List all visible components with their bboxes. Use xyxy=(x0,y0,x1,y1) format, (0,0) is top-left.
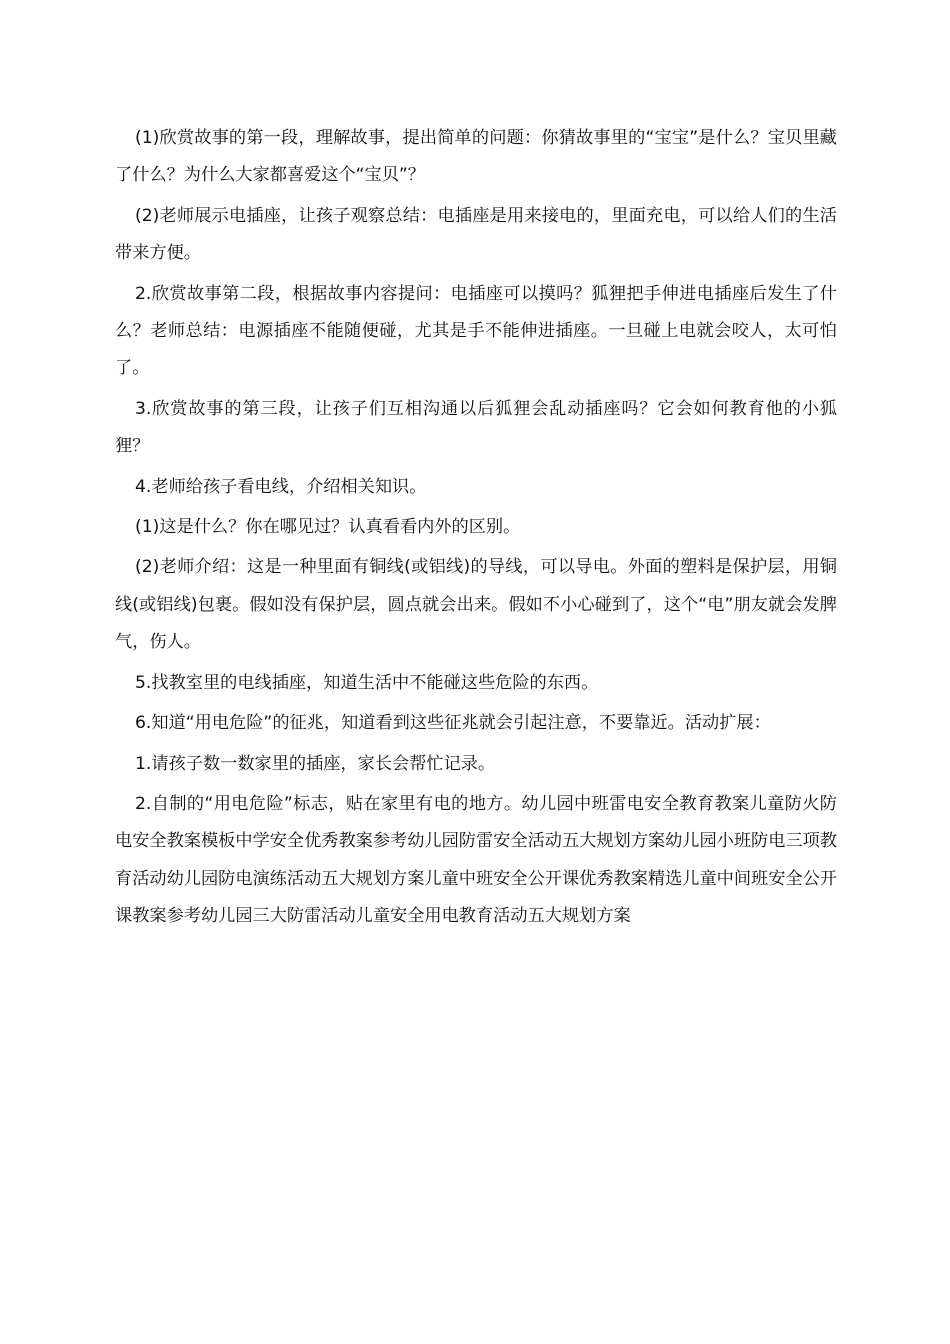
paragraph: 2.欣赏故事第二段，根据故事内容提问：电插座可以摸吗？狐狸把手伸进电插座后发生了什么？老师总结：电源插座不能随便碰，尤其是手不能伸进插座。一旦碰上电就会咬人，太可怕了。 xyxy=(115,283,837,379)
paragraph: (1)这是什么？你在哪见过？认真看看内外的区别。 xyxy=(135,517,521,538)
paragraph: 1.请孩子数一数家里的插座，家长会帮忙记录。 xyxy=(135,753,496,774)
paragraph: (1)欣赏故事的第一段，理解故事，提出简单的问题：你猜故事里的“宝宝”是什么？宝贝里藏了什么？为什么大家都喜爱这个“宝贝”？ xyxy=(115,128,837,186)
paragraph: (2)老师介绍：这是一种里面有铜线(或铝线)的导线，可以导电。外面的塑料是保护层，用铜线(或铝线)包裹。假如没有保护层，圆点就会出来。假如不小心碰到了，这个“电”朋友就会发脾气，伤人。 xyxy=(115,557,837,653)
document-body xyxy=(115,120,837,939)
paragraph: 6.知道“用电危险”的征兆，知道看到这些征兆就会引起注意，不要靠近。活动扩展： xyxy=(135,713,771,734)
paragraph: (2)老师展示电插座，让孩子观察总结：电插座是用来接电的，里面充电，可以给人们的生活带来方便。 xyxy=(115,205,837,264)
paragraph: 5.找教室里的电线插座，知道生活中不能碰这些危险的东西。 xyxy=(135,672,599,693)
paragraph: 3.欣赏故事的第三段，让孩子们互相沟通以后狐狸会乱动插座吗？它会如何教育他的小狐狸？ xyxy=(115,398,837,457)
paragraph: 2.自制的“用电危险”标志，贴在家里有电的地方。幼儿园中班雷电安全教育教案儿童防火防电安全教案模板中学安全优秀教案参考幼儿园防雷安全活动五大规划方案幼儿园小班防电三项教育活动幼儿园防电演练活动五大规划方案儿童中班安全公开课优秀教案精选儿童中间班安全公开课教案参考幼儿园三大防雷活动儿童安全用电教育活动五大规划方案 xyxy=(115,793,837,927)
paragraph: 4.老师给孩子看电线，介绍相关知识。 xyxy=(135,476,427,497)
